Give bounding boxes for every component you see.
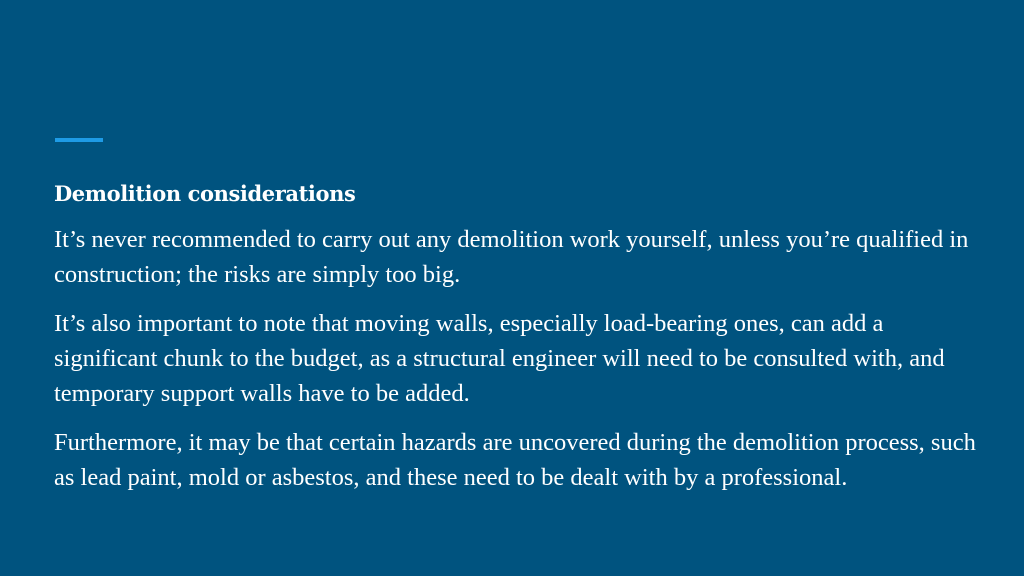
paragraph-demolition-advice: It’s never recommended to carry out any demolition work yourself, unless you’re qualified in construction; the risks are simply too big. [54,226,969,288]
accent-bar [55,138,103,142]
slide-heading: Demolition considerations [54,181,356,206]
slide-content [54,178,984,509]
paragraph-moving-walls: It’s also important to note that moving walls, especially load-bearing ones, can add a significant chunk to the budget, as a structural engineer will need to be consulted with, and temporary support walls have to be added. [54,310,945,407]
paragraph-hazards: Furthermore, it may be that certain hazards are uncovered during the demolition process, such as lead paint, mold or asbestos, and these need to be dealt with by a professional. [54,429,976,491]
